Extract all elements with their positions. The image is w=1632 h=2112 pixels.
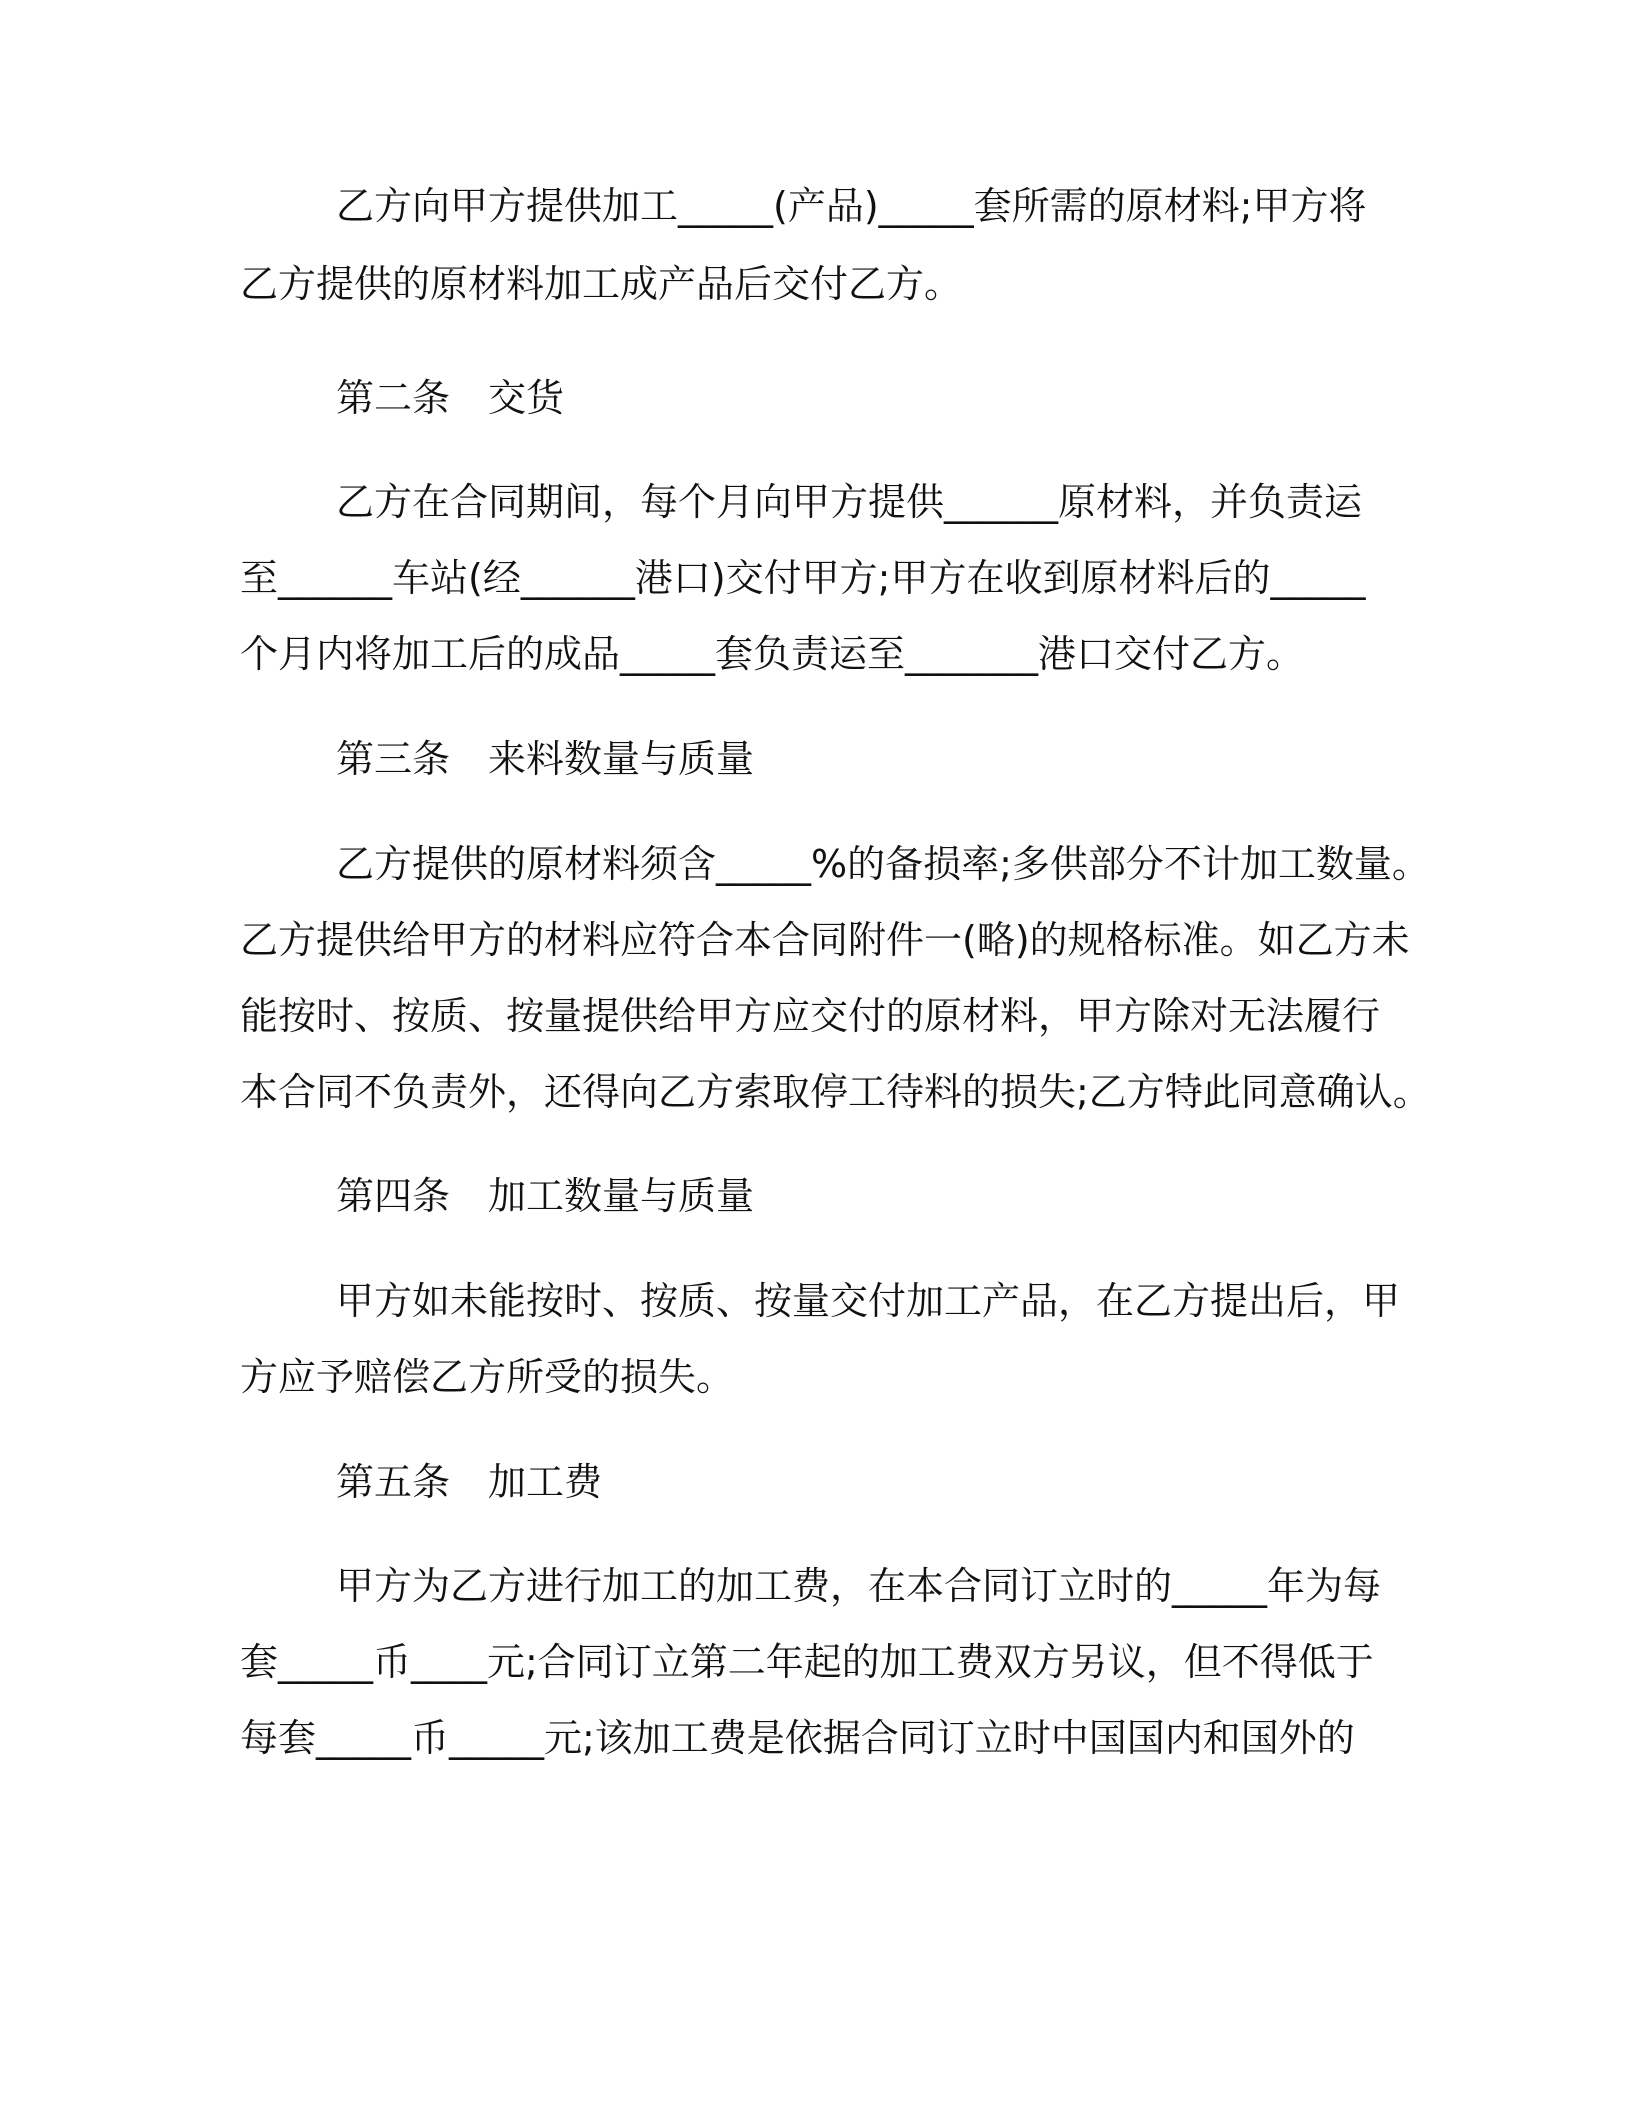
paragraph-4-line-1: 甲方如未能按时、按质、按量交付加工产品，在乙方提出后，甲 bbox=[336, 1279, 1401, 1323]
paragraph-5-line-1: 甲方为乙方进行加工的加工费，在本合同订立时的_____年为每 bbox=[336, 1564, 1382, 1608]
paragraph-3-line-4: 本合同不负责外，还得向乙方索取停工待料的损失;乙方特此同意确认。 bbox=[240, 1070, 1431, 1114]
paragraph-1-line-2: 乙方提供的原材料加工成产品后交付乙方。 bbox=[240, 262, 963, 306]
article-5-heading: 第五条 加工费 bbox=[336, 1460, 603, 1504]
article-3-heading: 第三条 来料数量与质量 bbox=[336, 737, 755, 781]
paragraph-1-line-1: 乙方向甲方提供加工_____(产品)_____套所需的原材料;甲方将 bbox=[336, 184, 1367, 228]
paragraph-2-line-2: 至______车站(经______港口)交付甲方;甲方在收到原材料后的_____ bbox=[240, 556, 1366, 600]
article-2-heading: 第二条 交货 bbox=[336, 376, 565, 420]
paragraph-2-line-3: 个月内将加工后的成品_____套负责运至_______港口交付乙方。 bbox=[240, 632, 1305, 676]
paragraph-2-line-1: 乙方在合同期间，每个月向甲方提供______原材料，并负责运 bbox=[336, 480, 1363, 524]
paragraph-5-line-2: 套_____币____元;合同订立第二年起的加工费双方另议，但不得低于 bbox=[240, 1640, 1374, 1684]
paragraph-3-line-3: 能按时、按质、按量提供给甲方应交付的原材料，甲方除对无法履行 bbox=[240, 994, 1381, 1038]
paragraph-4-line-2: 方应予赔偿乙方所受的损失。 bbox=[240, 1355, 735, 1399]
paragraph-3-line-1: 乙方提供的原材料须含_____%的备损率;多供部分不计加工数量。 bbox=[336, 842, 1430, 886]
paragraph-3-line-2: 乙方提供给甲方的材料应符合本合同附件一(略)的规格标准。如乙方未 bbox=[240, 918, 1410, 962]
paragraph-5-line-3: 每套_____币_____元;该加工费是依据合同订立时中国国内和国外的 bbox=[240, 1716, 1355, 1760]
article-4-heading: 第四条 加工数量与质量 bbox=[336, 1174, 755, 1218]
